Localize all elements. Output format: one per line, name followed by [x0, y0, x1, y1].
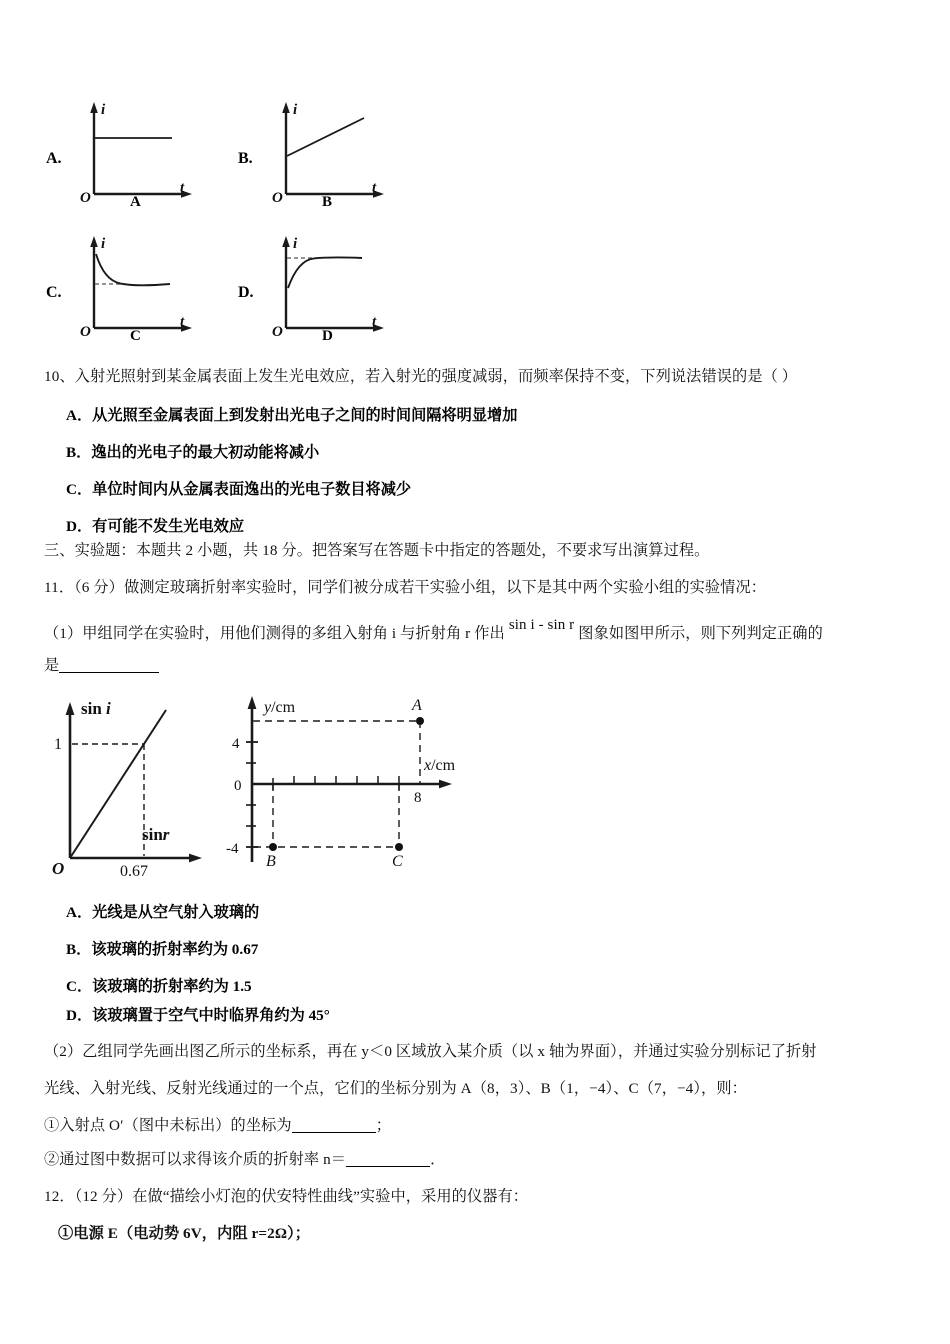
question11-option-b[interactable]: B．该玻璃的折射率约为 0.67	[66, 941, 259, 958]
choice-option-c[interactable]	[46, 228, 200, 344]
figure-yi-y-tick-0: 0	[234, 778, 242, 794]
graph-b-x-label: t	[372, 180, 377, 196]
graph-b-caption: B	[322, 194, 333, 210]
point-a-marker	[416, 717, 424, 725]
figure-jia-x-label: sinr	[142, 825, 170, 844]
question11-part2-line2: 光线、入射光线、反射光线通过的一个点，它们的坐标分别为 A（8，3）、B（1，−4）、C（7，−4），则：	[44, 1080, 747, 1097]
figure-jia-y-label: sin i	[81, 699, 111, 718]
graph-d	[264, 228, 392, 344]
graph-c	[72, 228, 200, 344]
graph-c-origin: O	[80, 324, 91, 340]
section3-heading: 三、实验题：本题共 2 小题，共 18 分。把答案写在答题卡中指定的答题处，不要求写出演算过程。	[44, 542, 710, 559]
point-b-marker	[269, 843, 277, 851]
graph-d-svg	[264, 228, 392, 340]
graph-c-svg	[72, 228, 200, 340]
figure-yi-y-axis-label: y/cm	[264, 699, 296, 716]
graph-b	[264, 94, 392, 210]
graph-b-y-label: i	[293, 102, 298, 118]
question11-part2-item2	[44, 1149, 445, 1172]
question11-figures	[44, 688, 514, 880]
graph-a-svg	[72, 94, 200, 206]
choice-letter-b: B.	[238, 150, 253, 167]
graph-a	[72, 94, 200, 210]
question11-answer-blank[interactable]	[59, 672, 159, 673]
question11-item2-after: ．	[430, 1151, 446, 1168]
question11-item2-blank[interactable]	[346, 1166, 430, 1167]
choice-letter-d: D.	[238, 284, 254, 301]
question11-option-d[interactable]: D．该玻璃置于空气中时临界角约为 45°	[66, 1007, 330, 1024]
question11-part2-line1: （2）乙组同学先画出图乙所示的坐标系，再在 y＜0 区域放入某介质（以 x 轴为界面），并通过实验分别标记了折射	[44, 1043, 817, 1060]
question11-option-a[interactable]: A．光线是从空气射入玻璃的	[66, 904, 260, 921]
figure-yi-y-tick-neg4: -4	[226, 841, 239, 857]
graph-d-x-label: t	[372, 314, 377, 330]
question11-item1-after: ；	[375, 1117, 391, 1134]
question11-part1-after: 图象如图甲所示，则下列判定正确的	[578, 625, 823, 642]
figure-jia-svg	[44, 688, 224, 880]
figure-yi-svg	[220, 688, 510, 868]
question10-option-a[interactable]: A．从光照至金属表面上到发射出光电子之间的时间间隔将明显增加	[66, 407, 518, 424]
question11-blank-lead: 是	[44, 657, 60, 674]
figure-jia-x-tick-067: 0.67	[120, 863, 148, 880]
question12-stem: 12．（12 分）在做“描绘小灯泡的伏安特性曲线”实验中，采用的仪器有：	[44, 1188, 529, 1205]
graph-c-caption: C	[130, 328, 141, 344]
graph-d-origin: O	[272, 324, 283, 340]
figure-yi-coordinate-graph	[220, 688, 510, 873]
point-a-label: A	[412, 697, 422, 714]
question11-item2-before: ②通过图中数据可以求得该介质的折射率 n＝	[44, 1151, 347, 1168]
graph-c-x-label: t	[180, 314, 185, 330]
question11-item1-blank[interactable]	[292, 1132, 376, 1133]
question10-option-c[interactable]: C．单位时间内从金属表面逸出的光电子数目将减少	[66, 481, 412, 498]
question11-item1-before: ①入射点 O′（图中未标出）的坐标为	[44, 1117, 292, 1134]
figure-jia-sin-graph	[44, 688, 224, 880]
choice-letter-c: C.	[46, 284, 62, 301]
choice-option-d[interactable]	[238, 228, 392, 344]
figure-jia-origin: O	[52, 859, 65, 878]
question10-stem: 10、入射光照射到某金属表面上发生光电效应，若入射光的强度减弱，而频率保持不变，下列说法错误的是（ ）	[44, 368, 798, 385]
graph-c-y-label: i	[101, 236, 106, 252]
figure-yi-x-axis-label: x/cm	[424, 757, 456, 774]
graph-a-caption: A	[130, 194, 141, 210]
point-b-label: B	[266, 853, 276, 870]
graph-d-caption: D	[322, 328, 333, 344]
question11-part1-before: （1）甲组同学在实验时，用他们测得的多组入射角 i 与折射角 r 作出	[44, 625, 505, 642]
graph-b-svg	[264, 94, 392, 206]
question11-option-c[interactable]: C．该玻璃的折射率约为 1.5	[66, 978, 252, 995]
choice-option-a[interactable]	[46, 94, 200, 210]
question11-part1-blank-line	[44, 655, 159, 678]
choice-letter-a: A.	[46, 150, 62, 167]
question12-item1: ①电源 E（电动势 6V，内阻 r=2Ω）；	[58, 1225, 311, 1242]
sin-i-sin-r-formula: sin i - sin r	[508, 617, 575, 633]
graph-a-x-label: t	[180, 180, 185, 196]
figure-yi-x-tick-8: 8	[414, 790, 422, 806]
point-c-label: C	[392, 853, 403, 870]
choice-graphs-block	[0, 88, 950, 348]
question10-option-d[interactable]: D．有可能不发生光电效应	[66, 518, 245, 535]
graph-a-y-label: i	[101, 102, 106, 118]
graph-d-y-label: i	[293, 236, 298, 252]
choice-option-b[interactable]	[238, 94, 392, 210]
question10-option-b[interactable]: B．逸出的光电子的最大初动能将减小	[66, 444, 320, 461]
figure-jia-y-tick-1: 1	[54, 736, 62, 753]
graph-b-origin: O	[272, 190, 283, 206]
graph-a-origin: O	[80, 190, 91, 206]
question11-stem: 11．（6 分）做测定玻璃折射率实验时，同学们被分成若干实验小组，以下是其中两个实验小组的实验情况：	[44, 579, 767, 596]
question11-part1-line	[44, 614, 823, 646]
question11-part2-item1	[44, 1115, 391, 1138]
point-c-marker	[395, 843, 403, 851]
figure-yi-y-tick-4: 4	[232, 736, 240, 752]
